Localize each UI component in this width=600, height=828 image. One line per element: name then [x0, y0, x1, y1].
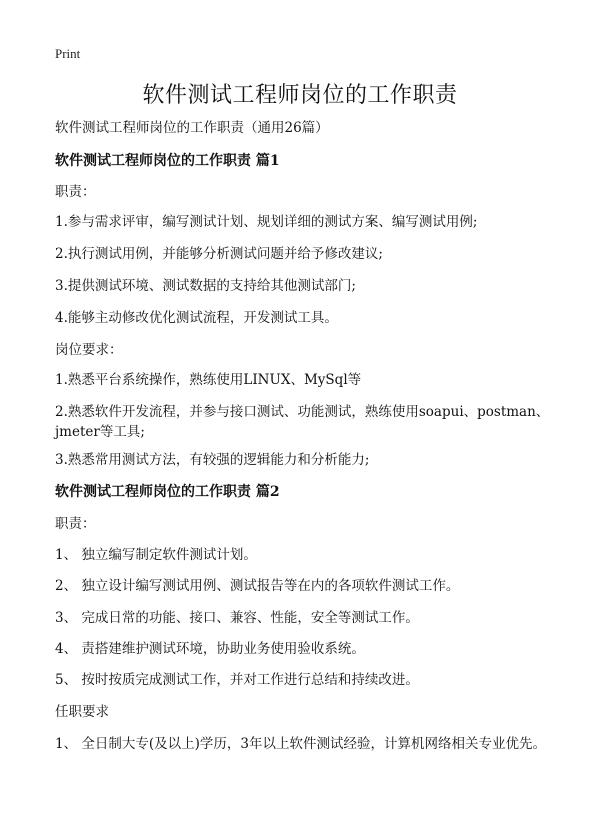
section-1-duties-label: 职责： — [55, 184, 96, 200]
section-2-duty-item: 1、 独立编写制定软件测试计划。 — [55, 547, 257, 563]
section-2-duties-label: 职责： — [55, 516, 96, 532]
section-2-heading: 软件测试工程师岗位的工作职责 篇2 — [55, 484, 280, 500]
print-link[interactable]: Print — [55, 46, 81, 61]
section-1-requirement-item: 1.熟悉平台系统操作，熟练使用LINUX、MySql等 — [55, 372, 362, 388]
section-2-requirement-item: 1、 全日制大专(及以上)学历，3年以上软件测试经验，计算机网络相关专业优先。 — [55, 736, 547, 752]
section-1-requirement-item: 2.熟悉软件开发流程，并参与接口测试、功能测试，熟练使用soapui、postman、jmeter等工具; — [55, 404, 550, 440]
intro-text: 软件测试工程师岗位的工作职责（通用26篇） — [55, 120, 329, 136]
section-2-duty-item: 3、 完成日常的功能、接口、兼容、性能，安全等测试工作。 — [55, 610, 419, 626]
section-2-duty-item: 4、 责搭建维护测试环境，协助业务使用验收系统。 — [55, 641, 365, 657]
section-1-requirements-label: 岗位要求： — [55, 342, 123, 358]
section-1-requirement-item: 3.熟悉常用测试方法，有较强的逻辑能力和分析能力; — [55, 452, 370, 468]
section-2-duty-item: 5、 按时按质完成测试工作，并对工作进行总结和持续改进。 — [55, 672, 419, 688]
section-1-duty-item: 4.能够主动修改优化测试流程，开发测试工具。 — [55, 310, 338, 326]
page-title: 软件测试工程师岗位的工作职责 — [142, 83, 458, 108]
section-1-duty-item: 3.提供测试环境、测试数据的支持给其他测试部门; — [55, 278, 356, 294]
section-2-duty-item: 2、 独立设计编写测试用例、测试报告等在内的各项软件测试工作。 — [55, 578, 460, 594]
section-2-requirements-label: 任职要求 — [55, 704, 109, 720]
section-1-duty-item: 1.参与需求评审，编写测试计划、规划详细的测试方案、编写测试用例; — [55, 214, 478, 230]
section-1-duty-item: 2.执行测试用例，并能够分析测试问题并给予修改建议; — [55, 246, 383, 262]
section-1-heading: 软件测试工程师岗位的工作职责 篇1 — [55, 153, 280, 169]
